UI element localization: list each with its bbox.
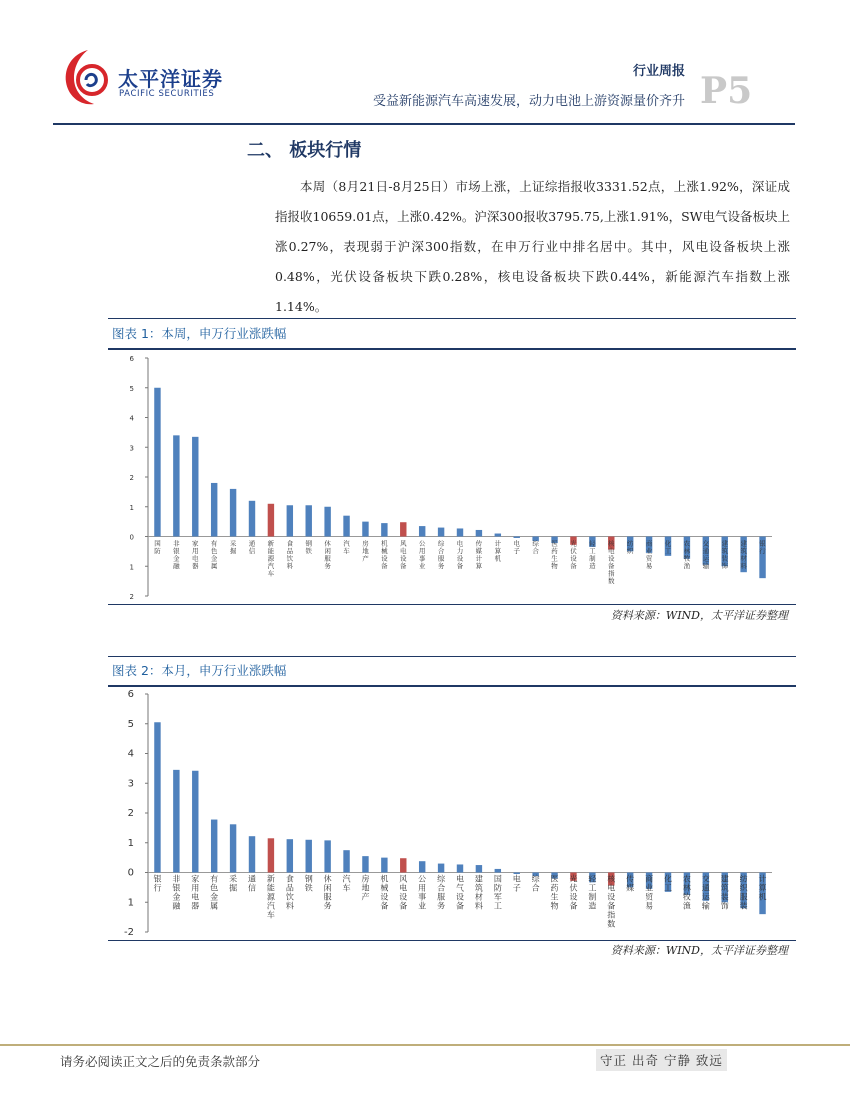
bar [476, 530, 482, 537]
bar [343, 850, 349, 872]
y-tick-label: 3 [127, 778, 134, 790]
bar [154, 722, 160, 872]
bar [362, 522, 368, 537]
bar [343, 516, 349, 537]
category-label: 农林牧渔 [682, 874, 691, 911]
header-divider [53, 123, 795, 125]
category-label: 光伏设备 [569, 874, 578, 911]
category-label: 钢铁 [305, 539, 312, 555]
footer-divider [0, 1044, 850, 1046]
report-title: 受益新能源汽车高速发展，动力电池上游资源量价齐升 [372, 94, 685, 109]
report-type: 行业周报 [632, 64, 685, 79]
bar [268, 838, 274, 872]
category-label: 采掘 [229, 874, 238, 893]
y-tick-label: 6 [129, 355, 134, 363]
bar [381, 858, 387, 873]
figure-1-source: 资料来源：WIND，太平洋证券整理 [610, 609, 788, 622]
figure-2-title: 图表 2：本月，申万行业涨跌幅 [112, 663, 287, 678]
category-label: 通信 [248, 539, 256, 555]
bar [154, 388, 160, 537]
category-label: 电子 [513, 539, 520, 555]
bar [400, 522, 406, 536]
category-label: 银行 [759, 539, 766, 555]
category-label: 建筑装饰 [720, 874, 729, 911]
category-label: 非银金融 [172, 874, 181, 911]
bar [230, 824, 236, 872]
y-tick-label: 2 [127, 808, 134, 819]
category-label: 综合服务 [437, 539, 445, 570]
category-label: 国防军工 [493, 874, 502, 911]
category-label: 化工 [664, 539, 672, 555]
category-label: 商业贸易 [645, 874, 654, 911]
category-label: 建筑材料 [740, 539, 747, 570]
figure-1-title: 图表 1：本周，申万行业涨跌幅 [112, 326, 287, 341]
category-label: 建筑装饰 [721, 539, 728, 570]
category-label: 电气设备 [456, 874, 464, 911]
category-label: 房地产 [361, 874, 370, 902]
category-label: 计算机 [494, 539, 502, 563]
y-tick-label: 0 [129, 533, 134, 542]
category-label: 化工 [664, 874, 672, 893]
category-label: 休闲服务 [324, 539, 331, 570]
category-label: 机械设备 [380, 874, 389, 911]
category-label: 有色金属 [210, 539, 218, 570]
page-number: P5 [700, 70, 753, 112]
figure-2-source: 资料来源：WIND，太平洋证券整理 [610, 944, 788, 957]
category-label: 综合服务 [437, 874, 446, 911]
bar [306, 840, 312, 873]
category-label: 新能源汽车 [267, 539, 275, 578]
category-label: 风电设备 [399, 874, 408, 911]
category-label: 综合 [532, 539, 539, 555]
category-label: 交通运输 [701, 874, 710, 911]
category-label: 食品饮料 [285, 874, 294, 911]
bar [438, 528, 444, 537]
category-label: 机械设备 [381, 539, 388, 570]
y-tick-label: 4 [127, 748, 134, 760]
bar [192, 437, 198, 537]
bar [306, 505, 312, 536]
bar [419, 526, 425, 536]
bar [287, 839, 293, 872]
category-label: 光伏设备 [570, 539, 577, 570]
footer-disclaimer: 请务必阅读正文之后的免责条款部分 [60, 1054, 261, 1069]
category-label: 非银金融 [173, 539, 180, 570]
y-tick-label: 1 [129, 503, 134, 512]
bar [173, 435, 179, 536]
category-label: 核电设备指数 [607, 874, 616, 929]
figure-2-title-rule [108, 685, 796, 687]
section-paragraph: 本周（8月21日-8月25日）市场上涨，上证综指报收3331.52点，上涨1.92%，深证成指报收10659.01点，上涨0.42%。沪深300报收3795.75,上涨1.91%，SW电气设备板块上涨0.27%，表现弱于沪深300指数，在申万行业中排名居中。其中，风电设备板块上涨0.48%，光伏设备板块下跌0.28%，核电设备板块下跌0.44%，新能源汽车指数上涨1.14%。 [275, 179, 790, 314]
bar [495, 534, 501, 537]
y-tick-label: 2 [129, 593, 134, 601]
category-label: 商业贸易 [645, 539, 653, 570]
bar [495, 869, 501, 873]
bar [268, 504, 274, 537]
bar [457, 528, 463, 536]
category-label: 通信 [248, 874, 256, 893]
category-label: 新能源汽车 [266, 874, 275, 920]
bar [324, 507, 330, 537]
category-label: 医药生物 [550, 874, 559, 911]
bar [249, 836, 255, 872]
figure-2-bar-chart [108, 688, 796, 938]
bar [457, 864, 463, 872]
y-tick-label: 3 [129, 444, 134, 453]
y-tick-label: -2 [124, 927, 134, 938]
bar [419, 861, 425, 872]
y-tick-label: 0 [127, 867, 134, 879]
category-label: 传媒计算 [475, 539, 483, 570]
bar [211, 483, 217, 537]
brand-name-en: PACIFIC SECURITIES [119, 89, 215, 99]
category-label: 轻工制造 [588, 874, 597, 911]
bar [173, 770, 179, 873]
y-tick-label: 5 [129, 384, 134, 393]
y-tick-label: 5 [127, 718, 134, 730]
footer-motto: 守正 出奇 宁静 致远 [596, 1049, 727, 1071]
category-label: 核电设备指数 [608, 539, 615, 585]
bar [249, 501, 255, 537]
page-header [0, 0, 850, 130]
category-label: 纺织 [626, 539, 634, 555]
figure-2-bottom-rule [108, 940, 796, 941]
category-label: 传媒 [626, 874, 635, 893]
category-label: 银行 [153, 874, 162, 893]
category-label: 采掘 [229, 539, 237, 555]
category-label: 农林牧渔 [683, 539, 691, 570]
category-label: 公用事业 [418, 874, 427, 911]
bar [476, 865, 482, 872]
figure-1-top-rule [108, 318, 796, 319]
figure-1-title-rule [108, 348, 796, 350]
category-label: 家用电器 [191, 874, 200, 911]
category-label: 食品饮料 [286, 539, 294, 570]
bar [324, 840, 330, 872]
y-tick-label: 1 [127, 837, 134, 849]
brand-name-cn: 太平洋证券 [118, 67, 223, 91]
category-label: 电子 [512, 874, 521, 893]
bar [192, 771, 198, 873]
figure-1-bottom-rule [108, 604, 796, 605]
bar [362, 856, 368, 872]
figure-2-top-rule [108, 656, 796, 657]
section-title: 二、 板块行情 [247, 140, 362, 161]
category-label: 纺织服装 [739, 874, 748, 911]
category-label: 计算机 [758, 874, 767, 902]
category-label: 休闲服务 [323, 874, 332, 911]
bar [230, 489, 236, 537]
category-label: 汽车 [343, 539, 350, 555]
category-label: 交通运输 [702, 539, 710, 570]
bar [287, 505, 293, 536]
category-label: 汽车 [342, 874, 351, 893]
y-tick-label: 4 [129, 414, 134, 423]
y-tick-label: 2 [129, 474, 134, 482]
bar [514, 537, 520, 538]
y-tick-label: 6 [127, 689, 134, 700]
category-label: 建筑材料 [474, 874, 483, 911]
category-label: 医药生物 [551, 539, 558, 570]
category-label: 风电设备 [400, 539, 407, 570]
y-tick-label: 1 [127, 897, 134, 909]
bar [438, 864, 444, 873]
bar [400, 858, 406, 872]
category-label: 有色金属 [210, 874, 219, 911]
category-label: 轻工制造 [589, 539, 596, 570]
category-label: 电力设备 [456, 539, 464, 570]
figure-1-bar-chart [108, 352, 796, 602]
category-label: 家用电器 [192, 539, 199, 570]
category-label: 房地产 [362, 539, 369, 563]
pacific-securities-logo-icon [60, 44, 116, 110]
bar [211, 820, 217, 873]
category-label: 综合 [531, 874, 540, 893]
y-tick-label: 1 [129, 563, 134, 572]
category-label: 公用事业 [418, 539, 426, 570]
bar [381, 523, 387, 536]
category-label: 钢铁 [304, 874, 313, 893]
category-label: 国防 [154, 539, 161, 555]
